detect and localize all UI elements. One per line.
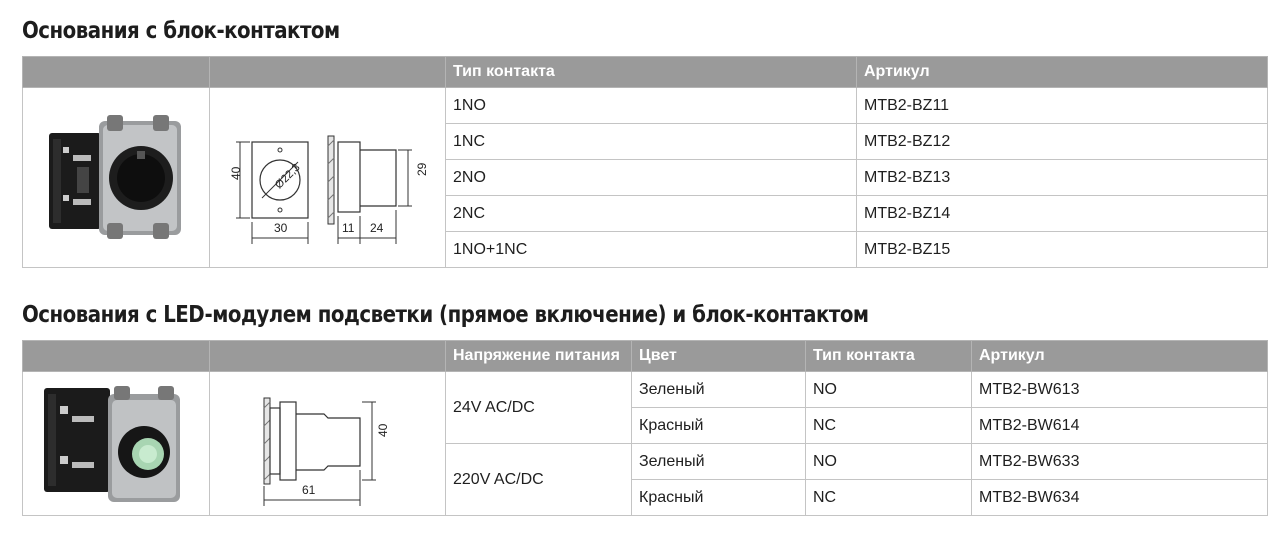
header-photo: [23, 341, 210, 372]
table-row: [23, 372, 1268, 408]
contact-block-base-illustration: [41, 103, 191, 253]
article-cell: MTB2-BW614: [972, 408, 1268, 444]
dim-depth-a: 11: [342, 220, 355, 235]
article-cell: MTB2-BZ15: [857, 232, 1268, 268]
contact-type-cell: 1NO+1NC: [446, 232, 857, 268]
led-module-base-illustration: [36, 376, 196, 512]
article-cell: MTB2-BW634: [972, 480, 1268, 516]
color-cell: Красный: [632, 480, 806, 516]
dimension-drawing-led-base: [210, 372, 446, 516]
header-article: Артикул: [972, 341, 1268, 372]
section-title-led-bases: Основания с LED-модулем подсветки (прямое включение) и блок-контактом: [22, 302, 869, 328]
table-header-row: [23, 57, 1268, 88]
header-contact-type: Тип контакта: [806, 341, 972, 372]
contact-type-cell: 2NO: [446, 160, 857, 196]
article-cell: MTB2-BZ11: [857, 88, 1268, 124]
dim-side-height: 29: [415, 162, 429, 176]
technical-drawing: [220, 98, 435, 258]
contact-type-cell: 2NC: [446, 196, 857, 232]
dim-depth-b: 24: [370, 220, 384, 235]
header-article: Артикул: [857, 57, 1268, 88]
voltage-cell: 220V AC/DC: [446, 444, 632, 516]
technical-drawing: [220, 376, 435, 512]
contact-type-cell: NC: [806, 480, 972, 516]
contact-type-cell: NO: [806, 372, 972, 408]
color-cell: Зеленый: [632, 444, 806, 480]
header-contact-type: Тип контакта: [446, 57, 857, 88]
article-cell: MTB2-BZ14: [857, 196, 1268, 232]
color-cell: Красный: [632, 408, 806, 444]
color-cell: Зеленый: [632, 372, 806, 408]
header-color: Цвет: [632, 341, 806, 372]
header-drawing: [210, 57, 446, 88]
product-photo-led-base: [23, 372, 210, 516]
contact-type-cell: NC: [806, 408, 972, 444]
contact-type-cell: 1NO: [446, 88, 857, 124]
dim-height: 40: [229, 166, 243, 180]
section-title-contact-bases: Основания с блок-контактом: [22, 18, 340, 44]
header-drawing: [210, 341, 446, 372]
article-cell: MTB2-BW633: [972, 444, 1268, 480]
contact-type-cell: 1NC: [446, 124, 857, 160]
product-photo-contact-base: [23, 88, 210, 268]
dim-diameter: Ø22,3: [272, 161, 303, 191]
article-cell: MTB2-BW613: [972, 372, 1268, 408]
dim-height: 40: [376, 423, 390, 437]
dim-width: 30: [274, 220, 288, 235]
led-bases-table: [22, 340, 1268, 516]
voltage-cell: 24V AC/DC: [446, 372, 632, 444]
article-cell: MTB2-BZ12: [857, 124, 1268, 160]
contact-type-cell: NO: [806, 444, 972, 480]
header-voltage: Напряжение питания: [446, 341, 632, 372]
article-cell: MTB2-BZ13: [857, 160, 1268, 196]
header-photo: [23, 57, 210, 88]
table-row: [23, 88, 1268, 124]
dimension-drawing-contact-base: [210, 88, 446, 268]
contact-bases-table: [22, 56, 1268, 268]
table-header-row: [23, 341, 1268, 372]
dim-length: 61: [302, 482, 316, 497]
